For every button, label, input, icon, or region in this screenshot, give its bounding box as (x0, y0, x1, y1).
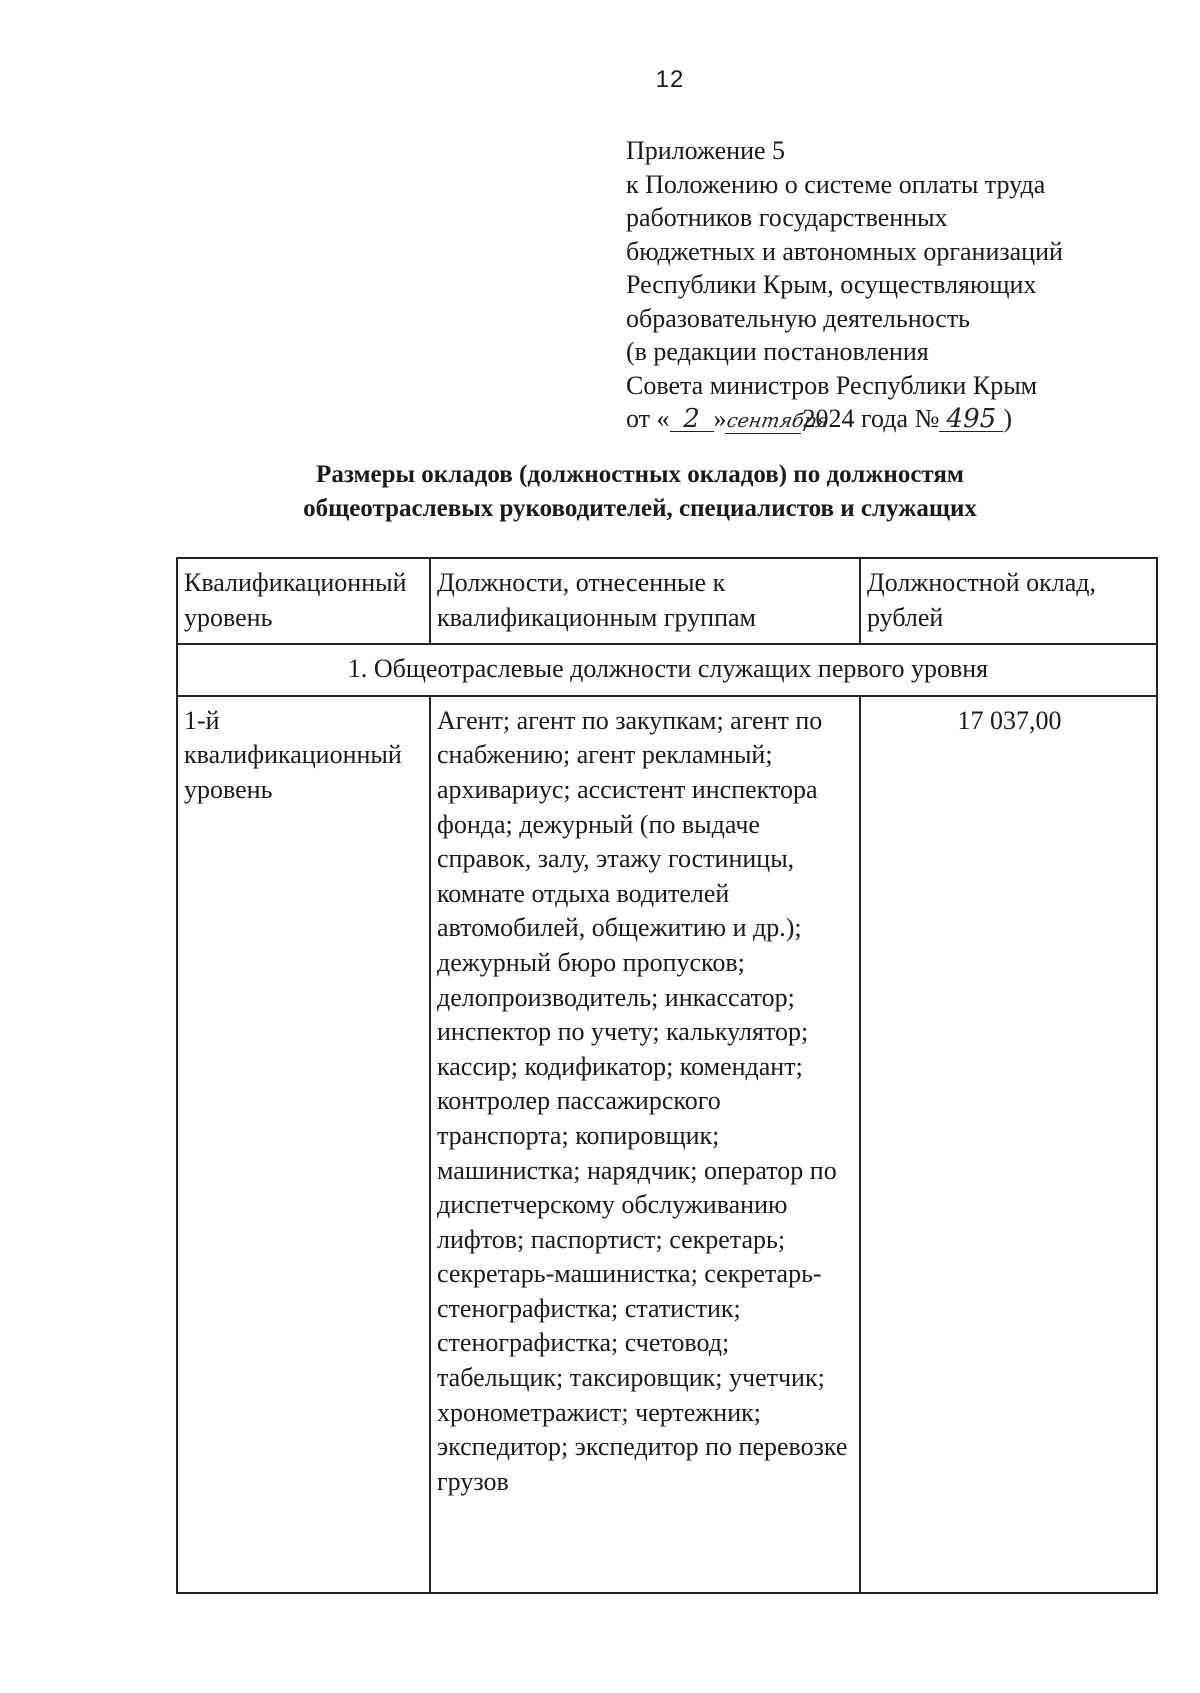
date-prefix: от « (626, 404, 670, 433)
appendix-header (626, 134, 1063, 436)
appendix-line: бюджетных и автономных организаций (626, 236, 1063, 266)
title-line-2: общеотраслевых руководителей, специалистов и служащих (303, 495, 977, 522)
title-line-1: Размеры окладов (должностных окладов) по должностям (316, 461, 964, 488)
appendix-line: образовательную деятельность (626, 303, 971, 333)
handwritten-number: 495 (939, 407, 1003, 432)
appendix-line: Республики Крым, осуществляющих (626, 270, 1037, 299)
page-number: 12 (655, 66, 685, 93)
salary-table (176, 557, 1158, 1594)
appendix-line: Совета министров Республики Крым (626, 370, 1038, 400)
appendix-line: Приложение 5 (626, 136, 786, 165)
section-title: 1. Общеотраслевые должности служащих первого уровня (177, 644, 1157, 696)
handwritten-month: сентября (724, 410, 830, 432)
date-mid: » (713, 404, 727, 433)
salary-cell: 17 037,00 (860, 696, 1157, 1593)
appendix-line: (в редакции постановления (626, 337, 929, 366)
header-salary: Должностной оклад, рублей (860, 558, 1157, 644)
appendix-line: к Положению о системе оплаты труда (626, 169, 1046, 199)
header-qualification-level: Квалификационный уровень (177, 558, 430, 644)
document-title (0, 458, 1200, 526)
date-year: 2024 года № (802, 404, 940, 433)
table-row (177, 696, 1157, 1593)
header-positions: Должности, отнесенные к квалификационным группам (430, 558, 860, 644)
date-suffix: ) (1003, 404, 1013, 433)
table-header-row (177, 558, 1157, 644)
appendix-date-line (626, 402, 1063, 436)
appendix-line: работников государственных (626, 203, 948, 232)
section-row (177, 644, 1157, 696)
handwritten-day: 2 (670, 407, 714, 432)
positions-cell: Агент; агент по закупкам; агент по снабжению; агент рекламный; архивариус; ассистент инспектора фонда; дежурный (по выдаче справок, залу, этажу гостиницы, комнате отдыха водителей автомобилей, общежитию и др.); дежурный бюро пропусков; делопроизводитель; инкассатор; инспектор по учету; калькулятор; кассир; кодификатор; комендант; контролер пассажирского транспорта; копировщик; машинистка; нарядчик; оператор по диспетчерскому обслуживанию лифтов; паспортист; секретарь; секретарь-машинистка; секретарь-стенографистка; статистик; стенографистка; счетовод; табельщик; таксировщик; учетчик; хронометражист; чертежник; экспедитор; экспедитор по перевозке грузов (430, 696, 860, 1593)
qualification-level-cell: 1-й квалификационный уровень (177, 696, 430, 1593)
